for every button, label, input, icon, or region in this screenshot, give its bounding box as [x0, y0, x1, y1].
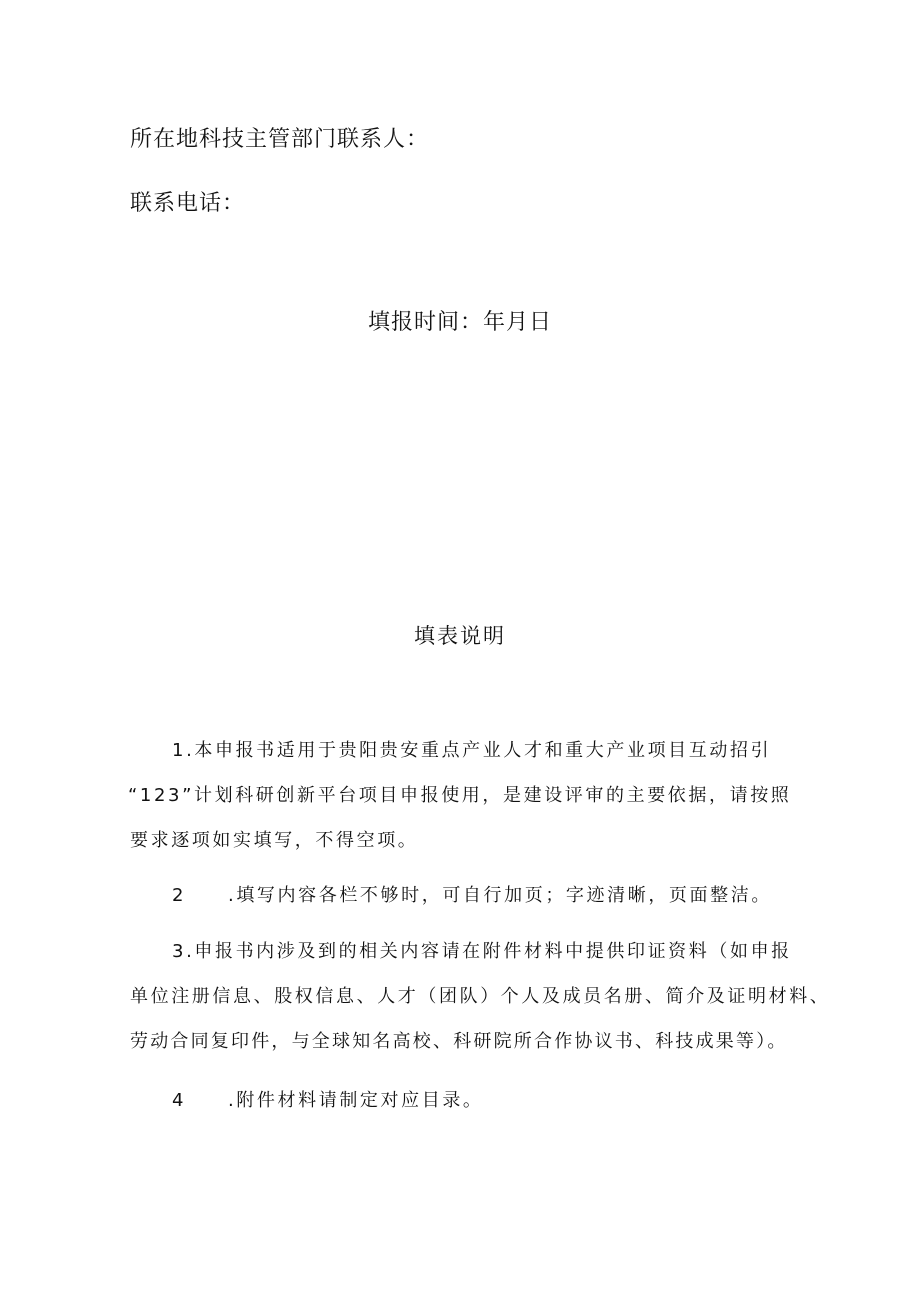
instruction-1-line-3: 要求逐项如实填写，不得空项。: [130, 830, 419, 851]
instruction-1-line-1: .本申报书适用于贵阳贵安重点产业人才和重大产业项目互动招引: [186, 740, 772, 761]
instruction-number-1: 1: [172, 740, 187, 761]
contact-person-label: 所在地科技主管部门联系人：: [130, 127, 430, 152]
instruction-3-line-3: 劳动合同复印件，与全球知名高校、科研院所合作协议书、科技成果等）。: [130, 1031, 788, 1052]
instruction-number-3: 3: [172, 941, 187, 962]
instruction-2-line-1: .填写内容各栏不够时，可自行加页；字迹清晰，页面整洁。: [228, 885, 772, 906]
fill-date-label: 填报时间：年月日: [367, 310, 552, 335]
instruction-1-line-2: “123”计划科研创新平台项目申报使用，是建设评审的主要依据，请按照: [128, 785, 792, 806]
instruction-3-line-1: .申报书内涉及到的相关内容请在附件材料中提供印证资料（如申报: [186, 941, 792, 962]
instruction-number-2: 2: [172, 885, 187, 906]
instruction-number-4: 4: [172, 1090, 187, 1111]
instruction-4-line-1: .附件材料请制定对应目录。: [228, 1090, 484, 1111]
instructions-title: 填表说明: [414, 624, 506, 648]
phone-label: 联系电话：: [130, 191, 246, 216]
instruction-3-line-2: 单位注册信息、股权信息、人才（团队）个人及成员名册、简介及证明材料、: [130, 986, 831, 1007]
